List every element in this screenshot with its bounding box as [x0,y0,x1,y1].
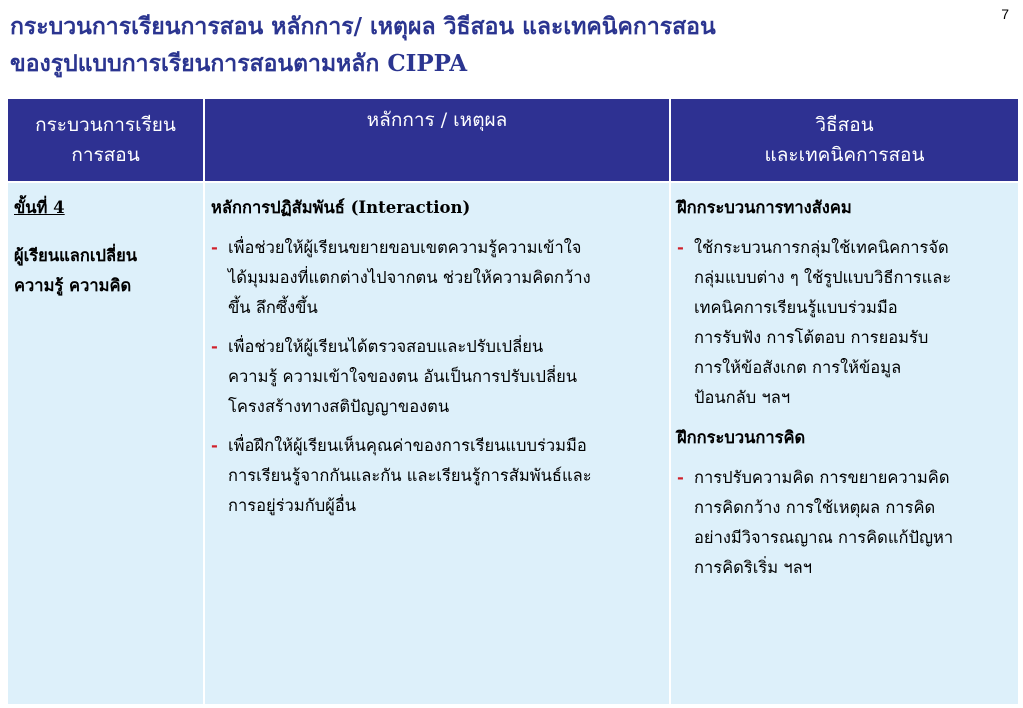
principle-list [211,233,663,521]
header-method [670,98,1019,182]
method-list-social [677,233,1012,413]
list-item-text [694,233,1012,413]
method-heading-social: ฝึกกระบวนการทางสังคม [677,198,852,217]
method-list-thinking [677,463,1012,583]
header-process-line-1: กระบวนการเรียน [35,114,176,136]
text-line: ป้อนกลับ ฯลฯ [694,388,791,407]
text-line: การรับฟัง การโต้ตอบ การยอมรับ [694,328,929,347]
method-heading-thinking: ฝึกกระบวนการคิด [677,428,806,447]
method-cell [670,182,1019,705]
text-line: การให้ข้อสังเกต การให้ข้อมูล [694,358,902,377]
step-topic-line-1: ผู้เรียนแลกเปลี่ยน [14,246,138,265]
text-line: การเรียนรู้จากกันและกัน และเรียนรู้การสัมพันธ์และ [228,466,592,485]
title-line-2: ของรูปแบบการเรียนการสอนตามหลัก CIPPA [10,50,468,77]
text-line: ความรู้ ความเข้าใจของตน อันเป็นการปรับเปลี่ยน [228,367,578,386]
step-topic-line-2: ความรู้ ความคิด [14,276,132,295]
list-item [211,431,663,521]
step-topic [14,241,197,301]
text-line: การคิดกว้าง การใช้เหตุผล การคิด [694,498,936,517]
list-item-text [228,233,663,323]
list-item [677,233,1012,413]
text-line: การคิดริเริ่ม ฯลฯ [694,558,812,577]
header-method-line-1: วิธีสอน [815,114,874,136]
page-title [10,8,970,82]
list-item [677,463,1012,583]
principle-heading: หลักการปฏิสัมพันธ์ (Interaction) [211,198,471,217]
text-line: เพื่อฝึกให้ผู้เรียนเห็นคุณค่าของการเรียนแบบร่วมมือ [228,436,587,455]
list-item [211,332,663,422]
text-line: ขึ้น ลึกซึ้งขึ้น [228,298,318,317]
page-number: 7 [1001,6,1009,22]
header-principle [204,98,670,182]
step-label: ขั้นที่ 4 [14,198,65,217]
process-cell [7,182,204,705]
text-line: อย่างมีวิจารณญาณ การคิดแก้ปัญหา [694,528,954,547]
header-process [7,98,204,182]
text-line: ได้มุมมองที่แตกต่างไปจากตน ช่วยให้ความคิดกว้าง [228,268,591,287]
list-item [211,233,663,323]
text-line: การอยู่ร่วมกับผู้อื่น [228,496,357,515]
list-item-text [694,463,1012,583]
bullet-dash: - [211,436,218,455]
header-row [7,98,1019,182]
bullet-dash: - [677,468,684,487]
text-line: เพื่อช่วยให้ผู้เรียนได้ตรวจสอบและปรับเปลี่ยน [228,337,544,356]
text-line: เพื่อช่วยให้ผู้เรียนขยายขอบเขตความรู้ความเข้าใจ [228,238,582,257]
list-item-text [228,332,663,422]
list-item-text [228,431,663,521]
text-line: ใช้กระบวนการกลุ่มใช้เทคนิคการจัด [694,238,949,257]
bullet-dash: - [211,337,218,356]
bullet-dash: - [211,238,218,257]
header-principle-text: หลักการ / เหตุผล [366,109,508,131]
text-line: กลุ่มแบบต่าง ๆ ใช้รูปแบบวิธีการและ [694,268,952,287]
table-row [7,182,1019,705]
cippa-table [6,97,1020,706]
text-line: เทคนิคการเรียนรู้แบบร่วมมือ [694,298,898,317]
header-process-line-2: การสอน [71,144,140,166]
text-line: โครงสร้างทางสติปัญญาของตน [228,397,450,416]
title-line-1: กระบวนการเรียนการสอน หลักการ/ เหตุผล วิธีสอน และเทคนิคการสอน [10,13,716,40]
bullet-dash: - [677,238,684,257]
principle-cell [204,182,670,705]
text-line: การปรับความคิด การขยายความคิด [694,468,950,487]
header-method-line-2: และเทคนิคการสอน [764,144,925,166]
